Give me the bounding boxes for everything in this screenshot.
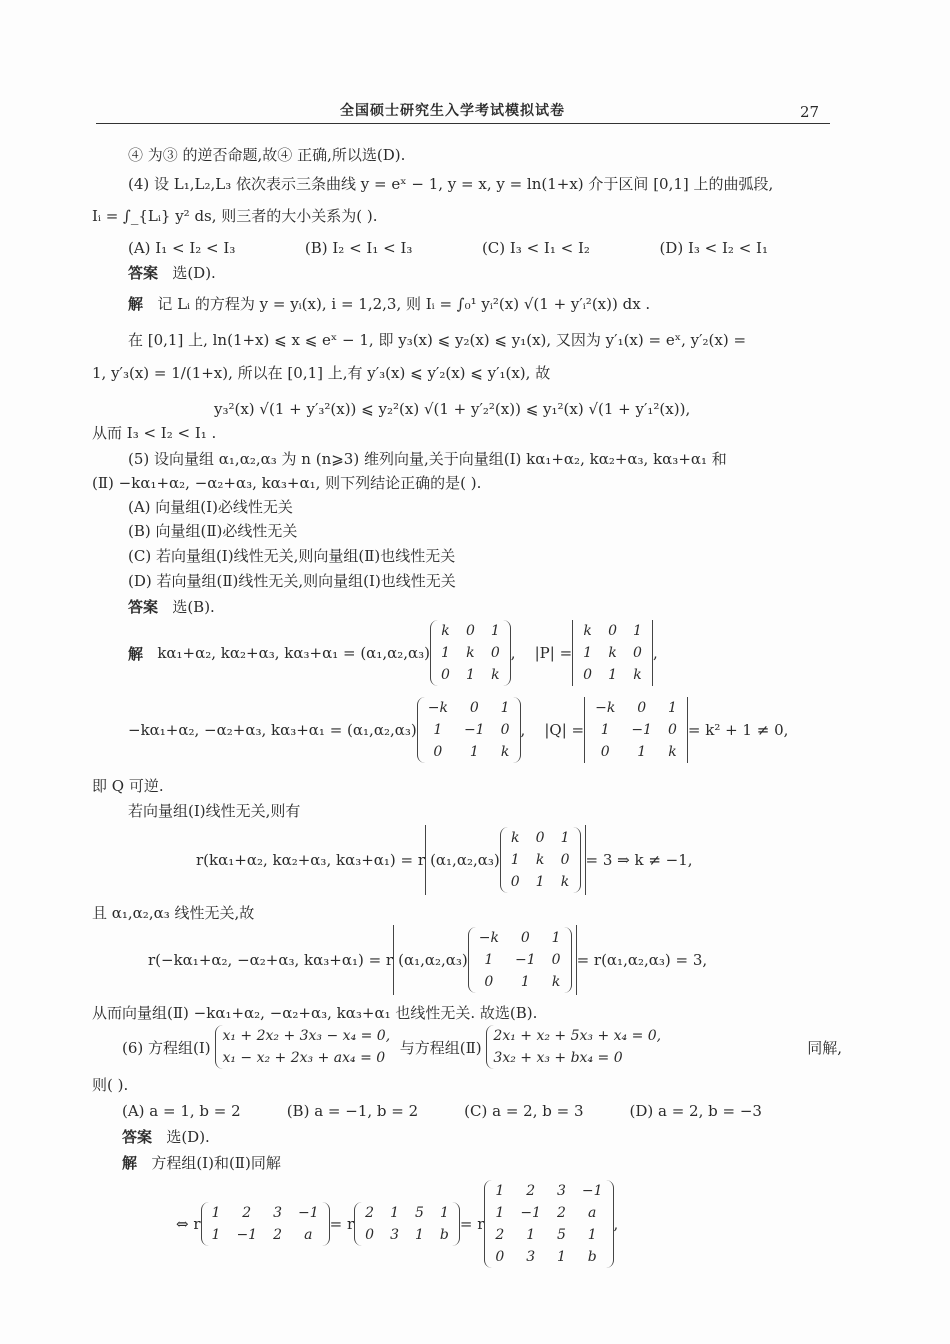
q4-stem-line1: (4) 设 L₁,L₂,L₃ 依次表示三条曲线 y = eˣ − 1, y = x, y = ln(1+x) 介于区间 [0,1] 上的曲弧段,	[128, 175, 774, 193]
q6-option-a: (A) a = 1, b = 2	[122, 1102, 241, 1120]
q5-solution-eq1: 解 kα₁+α₂, kα₂+α₃, kα₃+α₁ = (α₁,α₂,α₃) k 0 1 1 k 0 0 1 k , |P| = k 0 1 1 k 0 0 1 k ,	[128, 620, 658, 686]
rank-equation-1: r(kα₁+α₂, kα₂+α₃, kα₃+α₁) = r (α₁,α₂,α₃) k 0 1 1 k 0 0 1 k = 3 ⇒ k ≠ −1,	[196, 825, 693, 895]
q4-answer	[128, 262, 216, 284]
q5-option-b: (B) 向量组(Ⅱ)必线性无关	[128, 522, 298, 540]
q-invertible: 即 Q 可逆.	[92, 777, 164, 795]
determinant-p: k 0 1 1 k 0 0 1 k	[572, 620, 653, 686]
header-rule	[96, 123, 830, 124]
q4-option-d: (D) I₃ < I₂ < I₁	[659, 239, 768, 257]
q6-option-d: (D) a = 2, b = −3	[629, 1102, 762, 1120]
q6-options	[122, 1100, 762, 1122]
matrix-a: 1 2 3 −1 1 −1 2 a	[201, 1202, 330, 1246]
q6-option-c: (C) a = 2, b = 3	[464, 1102, 584, 1120]
q4-conclusion: 从而 I₃ < I₂ < I₁ .	[92, 424, 217, 442]
q4-stem-line2: Iᵢ = ∫_{Lᵢ} y² ds, 则三者的大小关系为( ).	[92, 207, 378, 225]
solution-label: 解	[128, 295, 144, 313]
q6-stem-line2: 则( ).	[92, 1076, 129, 1094]
q5-option-d: (D) 若向量组(Ⅱ)线性无关,则向量组(Ⅰ)也线性无关	[128, 572, 456, 590]
q3-conclusion: ④ 为③ 的逆否命题,故④ 正确,所以选(D).	[128, 146, 406, 164]
matrix-q: −k 0 1 1 −1 0 0 1 k	[417, 697, 521, 763]
if-group1-independent: 若向量组(Ⅰ)线性无关,则有	[128, 802, 301, 820]
q6-stem: (6) 方程组(Ⅰ) x₁ + 2x₂ + 3x₃ − x₄ = 0, x₁ − x₂ + 2x₃ + ax₄ = 0 与方程组(Ⅱ) 2x₁ + x₂ + 5x₃ + x₄ = 0, 3x₂ + x₃ + bx₄ = 0 同解,	[122, 1025, 842, 1069]
q4-solution-line1: 解 记 Lᵢ 的方程为 y = yᵢ(x), i = 1,2,3, 则 Iᵢ = ∫₀¹ yᵢ²(x) √(1 + y′ᵢ²(x)) dx .	[128, 295, 651, 313]
q5-answer: 答案 选(B).	[128, 598, 215, 616]
matrix-c: 1 2 3 −1 1 −1 2 a 2 1 5 1 0 3 1 b	[484, 1180, 613, 1268]
running-header-title: 全国硕士研究生入学考试模拟试卷	[340, 103, 565, 119]
q6-option-b: (B) a = −1, b = 2	[286, 1102, 419, 1120]
determinant-q: −k 0 1 1 −1 0 0 1 k	[584, 697, 688, 763]
answer-value: 选(D).	[172, 264, 216, 282]
q5-solution-eq2: −kα₁+α₂, −α₂+α₃, kα₃+α₁ = (α₁,α₂,α₃) −k 0 1 1 −1 0 0 1 k , |Q| = −k 0 1 1 −1 0 0 1 k = k² + 1 ≠ 0,	[128, 697, 788, 763]
q4-options	[128, 237, 768, 259]
q5-option-c: (C) 若向量组(Ⅰ)线性无关,则向量组(Ⅱ)也线性无关	[128, 547, 456, 565]
system-2: 2x₁ + x₂ + 5x₃ + x₄ = 0, 3x₂ + x₃ + bx₄ = 0	[486, 1025, 661, 1069]
q5-conclusion: 从而向量组(Ⅱ) −kα₁+α₂, −α₂+α₃, kα₃+α₁ 也线性无关. 故选(B).	[92, 1004, 538, 1022]
q5-stem-line2: (Ⅱ) −kα₁+α₂, −α₂+α₃, kα₃+α₁, 则下列结论正确的是( ).	[92, 474, 482, 492]
page-number: 27	[800, 103, 820, 121]
matrix-p: k 0 1 1 k 0 0 1 k	[430, 620, 511, 686]
q5-stem-line1: (5) 设向量组 α₁,α₂,α₃ 为 n (n⩾3) 维列向量,关于向量组(Ⅰ) kα₁+α₂, kα₂+α₃, kα₃+α₁ 和	[128, 450, 727, 468]
q4-solution-line2: 在 [0,1] 上, ln(1+x) ⩽ x ⩽ eˣ − 1, 即 y₃(x) ⩽ y₂(x) ⩽ y₁(x), 又因为 y′₁(x) = eˣ, y′₂(x) =	[128, 331, 747, 349]
answer-label: 答案	[128, 264, 159, 282]
q6-rank-equation: ⇔ r 1 2 3 −1 1 −1 2 a = r 2 1 5 1 0 3 1 b = r 1 2 3 −1 1 −1 2 a 2 1 5 1 0 3 1 b ,	[176, 1180, 618, 1268]
rank-equation-2: r(−kα₁+α₂, −α₂+α₃, kα₃+α₁) = r (α₁,α₂,α₃) −k 0 1 1 −1 0 0 1 k = r(α₁,α₂,α₃) = 3,	[148, 925, 707, 995]
q6-answer: 答案 选(D).	[122, 1128, 210, 1146]
q4-solution-inequality: y₃²(x) √(1 + y′₃²(x)) ⩽ y₂²(x) √(1 + y′₂²(x)) ⩽ y₁²(x) √(1 + y′₁²(x)),	[214, 400, 691, 418]
system-1: x₁ + 2x₂ + 3x₃ − x₄ = 0, x₁ − x₂ + 2x₃ + ax₄ = 0	[215, 1025, 390, 1069]
q4-option-b: (B) I₂ < I₁ < I₃	[304, 239, 413, 257]
q4-solution-line3: 1, y′₃(x) = 1/(1+x), 所以在 [0,1] 上,有 y′₃(x) ⩽ y′₂(x) ⩽ y′₁(x), 故	[92, 364, 551, 382]
and-alphas-independent: 且 α₁,α₂,α₃ 线性无关,故	[92, 904, 255, 922]
q4-option-a: (A) I₁ < I₂ < I₃	[128, 239, 236, 257]
q4-option-c: (C) I₃ < I₁ < I₂	[481, 239, 590, 257]
q5-option-a: (A) 向量组(Ⅰ)必线性无关	[128, 498, 293, 516]
matrix-b: 2 1 5 1 0 3 1 b	[354, 1202, 460, 1246]
q6-solution-line1: 解 方程组(Ⅰ)和(Ⅱ)同解	[122, 1154, 281, 1172]
